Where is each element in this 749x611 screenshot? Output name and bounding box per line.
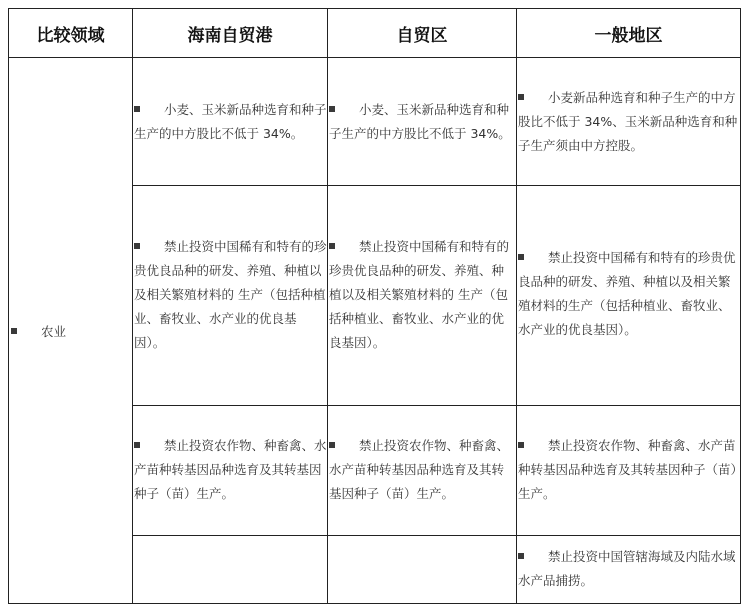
header-hainan-ftp: 海南自贸港 [187, 25, 273, 46]
grid-line [740, 8, 741, 604]
table-cell: 禁止投资中国管辖海域及内陆水域水产品捕捞。 [518, 549, 736, 588]
grid-line [8, 603, 741, 604]
grid-line [8, 8, 9, 604]
bullet-square-icon [329, 106, 335, 112]
bullet-square-icon [134, 442, 140, 448]
grid-line [132, 535, 741, 536]
bullet-square-icon [518, 254, 524, 260]
bullet-square-icon [134, 243, 140, 249]
header-ftz: 自贸区 [396, 25, 448, 46]
bullet-square-icon [329, 442, 335, 448]
table-cell: 禁止投资农作物、种畜禽、水产苗种转基因品种选育及其转基因种子（苗）生产。 [329, 438, 510, 501]
bullet-square-icon [329, 243, 335, 249]
bullet-square-icon [134, 106, 140, 112]
table-cell: 禁止投资农作物、种畜禽、水产苗种转基因品种选育及其转基因种子（苗）生产。 [134, 438, 327, 501]
bullet-square-icon [518, 442, 524, 448]
table-cell: 小麦、玉米新品种选育和种子生产的中方股比不低于 34%。 [329, 102, 511, 141]
grid-line [8, 57, 741, 58]
header-general-region: 一般地区 [594, 25, 663, 46]
field-label: 农业 [41, 324, 67, 339]
bullet-square-icon [11, 328, 17, 334]
grid-line [132, 8, 133, 604]
table-cell: 小麦、玉米新品种选育和种子生产的中方股比不低于 34%。 [134, 102, 327, 141]
field-cell [11, 320, 129, 344]
grid-line [132, 405, 741, 406]
table-cell: 小麦新品种选育和种子生产的中方股比不低于 34%、玉米新品种选育和种子生产须由中方控股。 [518, 90, 738, 153]
table-cell: 禁止投资农作物、种畜禽、水产苗种转基因品种选育及其转基因种子（苗）生产。 [518, 438, 737, 501]
grid-line [516, 8, 517, 604]
bullet-square-icon [518, 553, 524, 559]
grid-line [327, 8, 328, 604]
header-comparison-field: 比较领域 [36, 25, 105, 46]
bullet-square-icon [518, 94, 524, 100]
table-cell: 禁止投资中国稀有和特有的珍贵优良品种的研发、养殖、种植以及相关繁殖材料的 生产（包括种植业、畜牧业、水产业的优良基因）。 [329, 239, 510, 350]
table-cell: 禁止投资中国稀有和特有的珍贵优良品种的研发、养殖、种植以及相关繁殖材料的生产（包括种植业、畜牧业、水产业的优良基因）。 [518, 250, 736, 337]
grid-line [132, 185, 741, 186]
table-cell: 禁止投资中国稀有和特有的珍贵优良品种的研发、养殖、种植以及相关繁殖材料的 生产（包括种植业、畜牧业、水产业的优良基因）。 [134, 239, 327, 350]
